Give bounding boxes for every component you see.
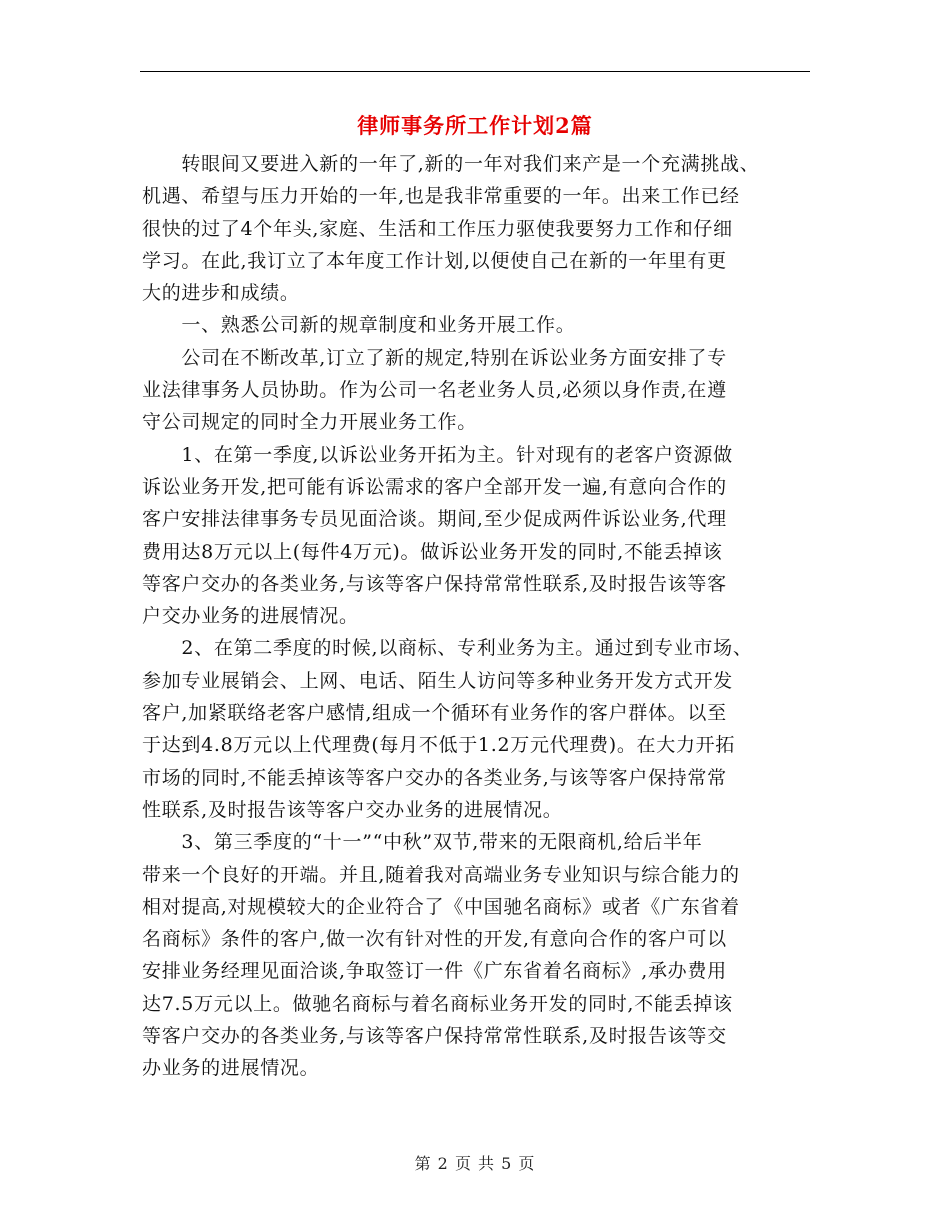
body-line: 户交办业务的进展情况。 <box>142 605 359 628</box>
body-line: 办业务的进展情况。 <box>142 1057 320 1080</box>
body-line: 性联系,及时报告该等客户交办业务的进展情况。 <box>142 798 563 821</box>
body-line: 客户安排法律事务专员见面洽谈。期间,至少促成两件诉讼业务,代理 <box>142 508 727 531</box>
section-heading: 一、熟悉公司新的规章制度和业务开展工作。 <box>142 314 576 337</box>
body-line: 诉讼业务开发,把可能有诉讼需求的客户全部开发一遍,有意向合作的 <box>142 475 727 498</box>
body-line: 大的进步和成绩。 <box>142 282 300 305</box>
body-line: 很快的过了4个年头,家庭、生活和工作压力驱使我要努力工作和仔细 <box>142 217 733 240</box>
body-line: 名商标》条件的客户,做一次有针对性的开发,有意向合作的客户可以 <box>142 928 727 951</box>
body-line: 转眼间又要进入新的一年了,新的一年对我们来产是一个充满挑战、 <box>142 153 760 175</box>
body-line: 3、第三季度的“十一”“中秋”双节,带来的无限商机,给后半年 <box>142 831 703 854</box>
body-line: 安排业务经理见面洽谈,争取签订一件《广东省着名商标》,承办费用 <box>142 960 727 983</box>
body-line: 客户,加紧联络老客户感情,组成一个循环有业务作的客户群体。以至 <box>142 702 727 725</box>
body-line: 学习。在此,我订立了本年度工作计划,以便使自己在新的一年里有更 <box>142 249 727 272</box>
body-line: 机遇、希望与压力开始的一年,也是我非常重要的一年。出来工作已经 <box>142 185 740 208</box>
body-line: 守公司规定的同时全力开展业务工作。 <box>142 411 477 434</box>
document-title: 律师事务所工作计划2篇 <box>357 113 593 138</box>
body-line: 带来一个良好的开端。并且,随着我对高端业务专业知识与综合能力的 <box>142 863 740 886</box>
body-line: 参加专业展销会、上网、电话、陌生人访问等多种业务开发方式开发 <box>142 669 734 692</box>
header-rule <box>140 71 810 72</box>
body-line: 达7.5万元以上。做驰名商标与着名商标业务开发的同时,不能丢掉该 <box>142 992 733 1015</box>
body-line: 费用达8万元以上(每件4万元)。做诉讼业务开发的同时,不能丢掉该 <box>142 540 723 563</box>
body-line: 等客户交办的各类业务,与该等客户保持常常性联系,及时报告该等交 <box>142 1025 727 1048</box>
body-line: 等客户交办的各类业务,与该等客户保持常常性联系,及时报告该等客 <box>142 572 727 595</box>
body-line: 市场的同时,不能丢掉该等客户交办的各类业务,与该等客户保持常常 <box>142 766 727 789</box>
body-line: 2、在第二季度的时候,以商标、专利业务为主。通过到专业市场、 <box>142 637 753 660</box>
body-line: 1、在第一季度,以诉讼业务开拓为主。针对现有的老客户资源做 <box>142 443 733 466</box>
document-body <box>142 148 810 1085</box>
body-line: 业法律事务人员协助。作为公司一名老业务人员,必须以身作责,在遵 <box>142 379 727 402</box>
body-line: 相对提高,对规模较大的企业符合了《中国驰名商标》或者《广东省着 <box>142 895 740 918</box>
body-line: 公司在不断改革,订立了新的规定,特别在诉讼业务方面安排了专 <box>142 346 727 369</box>
body-line: 于达到4.8万元以上代理费(每月不低于1.2万元代理费)。在大力开拓 <box>142 734 736 757</box>
page-number-footer: 第 2 页 共 5 页 <box>414 1154 536 1173</box>
